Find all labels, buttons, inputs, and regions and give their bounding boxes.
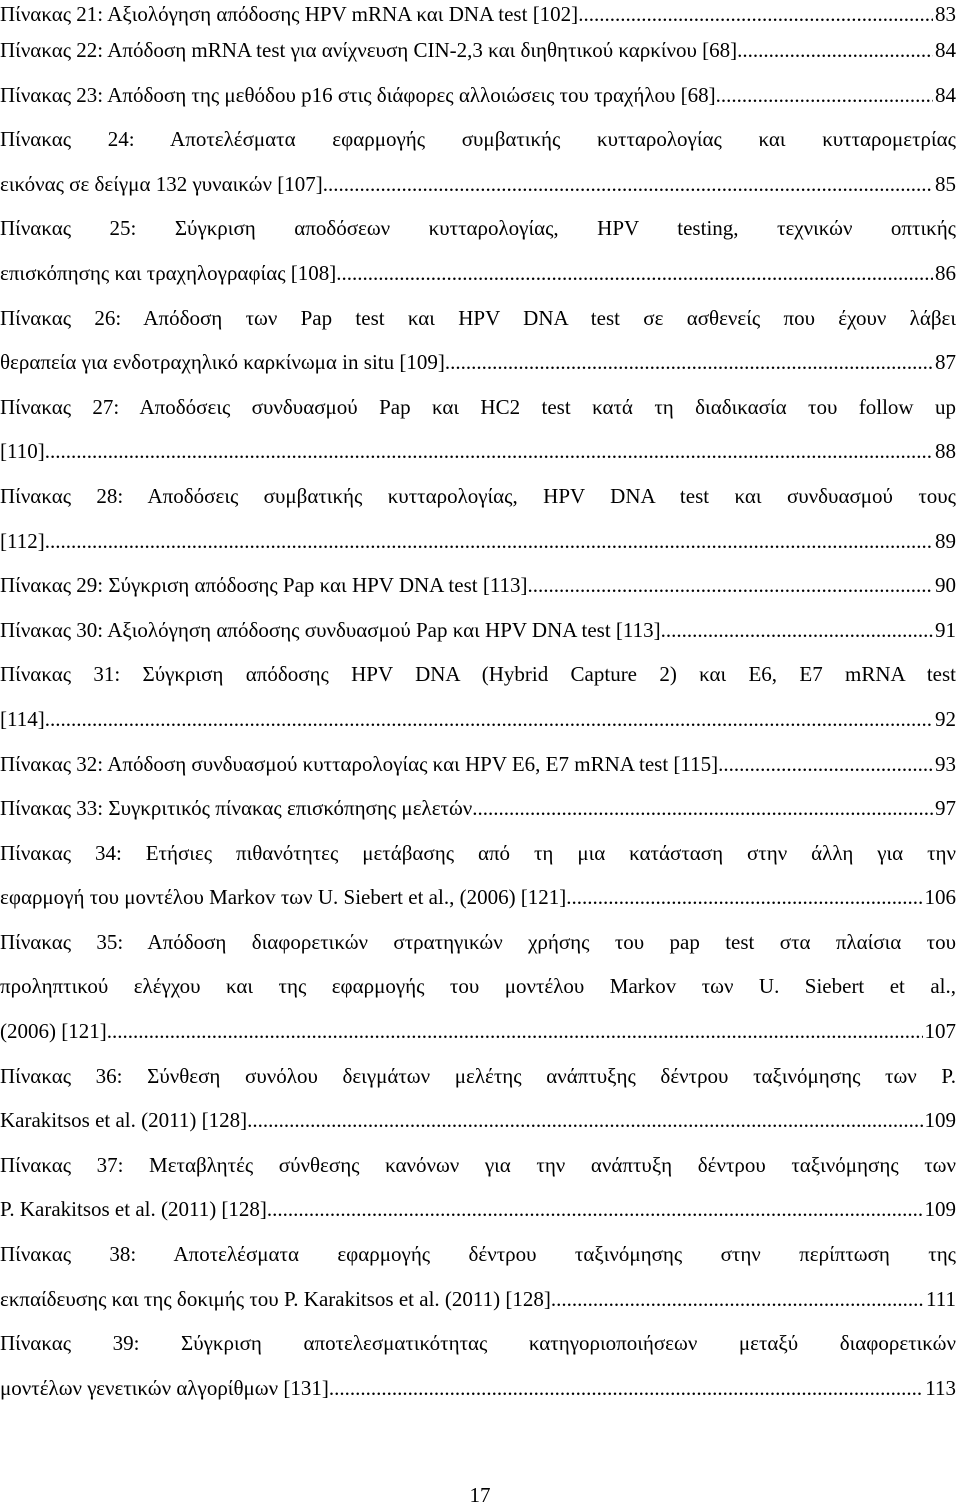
dot-leader xyxy=(566,875,922,920)
toc-entry-text: P. Karakitsos et al. (2011) [128] xyxy=(0,1197,267,1222)
toc-page-number: 109 xyxy=(924,1197,956,1222)
toc-entry-line[interactable] xyxy=(0,1277,956,1322)
dot-leader xyxy=(45,697,933,742)
toc-entry-text: Πίνακας 24: Αποτελέσματα εφαρμογής συμβατικής κυτταρολογίας και κυτταρομετρίας xyxy=(0,127,956,152)
toc-page-number: 83 xyxy=(935,2,956,26)
toc-page-number: 86 xyxy=(935,260,956,285)
toc-entry-text: εκπαίδευσης και της δοκιμής του P. Karakitsos et al. (2011) [128] xyxy=(0,1286,551,1311)
toc-entry-line[interactable] xyxy=(0,0,956,28)
toc-entry-text: [112] xyxy=(0,528,45,553)
toc-page-number: 89 xyxy=(935,528,956,553)
toc-entry-text: Karakitsos et al. (2011) [128] xyxy=(0,1108,248,1133)
toc-page-number: 92 xyxy=(935,706,956,731)
toc-entry-text: Πίνακας 29: Σύγκριση απόδοσης Pap και HPV DNA test [113] xyxy=(0,573,528,598)
toc-page-number: 113 xyxy=(925,1375,956,1400)
toc-page-number: 88 xyxy=(935,439,956,464)
dot-leader xyxy=(737,28,933,73)
toc-entry-line[interactable] xyxy=(0,429,956,474)
toc-entry-line[interactable] xyxy=(0,920,956,965)
toc-page-number: 109 xyxy=(924,1108,956,1133)
toc-entry-line[interactable] xyxy=(0,206,956,251)
toc-entry-line[interactable] xyxy=(0,652,956,697)
dot-leader xyxy=(716,73,933,118)
toc-entry-text: Πίνακας 28: Αποδόσεις συμβατικής κυτταρολογίας, HPV DNA test και συνδυασμού τους xyxy=(0,483,956,508)
toc-entry-text: Πίνακας 39: Σύγκριση αποτελεσματικότητας κατηγοριοποιήσεων μεταξύ διαφορετικών xyxy=(0,1331,956,1356)
toc-entry-line[interactable] xyxy=(0,831,956,876)
toc-entry-text: προληπτικού ελέγχου και της εφαρμογής του μοντέλου Markov των U. Siebert et al., xyxy=(0,974,956,999)
toc-entry-text: Πίνακας 26: Απόδοση των Pap test και HPV DNA test σε ασθενείς που έχουν λάβει xyxy=(0,305,956,330)
toc-entry-line[interactable] xyxy=(0,385,956,430)
toc-entry-line[interactable] xyxy=(0,296,956,341)
toc-page-number: 93 xyxy=(935,751,956,776)
toc-page-number: 106 xyxy=(924,885,956,910)
dot-leader xyxy=(45,429,933,474)
dot-leader xyxy=(323,162,933,207)
toc-entry-line[interactable] xyxy=(0,73,956,118)
toc-entry-line[interactable] xyxy=(0,786,956,831)
toc-entry-text: εφαρμογή του μοντέλου Markov των U. Siebert et al., (2006) [121] xyxy=(0,885,567,910)
toc-entry-line[interactable] xyxy=(0,742,956,787)
toc-entry-line[interactable] xyxy=(0,563,956,608)
dot-leader xyxy=(578,0,933,28)
toc-entry-line[interactable] xyxy=(0,1187,956,1232)
toc-entry-text: [110] xyxy=(0,439,45,464)
toc-entry-text: Πίνακας 21: Αξιολόγηση απόδοσης HPV mRNA και DNA test [102] xyxy=(0,2,579,26)
toc-page-number: 87 xyxy=(935,350,956,375)
toc-entry-text: [114] xyxy=(0,706,45,731)
toc-page-number: 90 xyxy=(935,573,956,598)
toc-entry-line[interactable] xyxy=(0,117,956,162)
toc-entry-line[interactable] xyxy=(0,340,956,385)
toc-entry-text: Πίνακας 22: Απόδοση mRNA test για ανίχνευση CIN-2,3 και διηθητικού καρκίνου [68] xyxy=(0,38,738,62)
toc-page-number: 111 xyxy=(926,1286,956,1311)
dot-leader xyxy=(45,519,933,564)
dot-leader xyxy=(336,251,933,296)
toc-entry-line[interactable] xyxy=(0,1098,956,1143)
toc-entry-text: Πίνακας 36: Σύνθεση συνόλου δειγμάτων μελέτης ανάπτυξης δέντρου ταξινόμησης των P. xyxy=(0,1063,956,1088)
toc-entry-text: Πίνακας 25: Σύγκριση αποδόσεων κυτταρολογίας, HPV testing, τεχνικών οπτικής xyxy=(0,216,956,241)
toc-entry-text: Πίνακας 37: Μεταβλητές σύνθεσης κανόνων για την ανάπτυξη δέντρου ταξινόμησης των xyxy=(0,1152,956,1177)
toc-entry-text: επισκόπησης και τραχηλογραφίας [108] xyxy=(0,260,337,285)
toc-entry-line[interactable] xyxy=(0,1366,956,1411)
toc-page-number: 91 xyxy=(935,617,956,642)
toc-entry-line[interactable] xyxy=(0,474,956,519)
page-number: 17 xyxy=(469,1483,491,1507)
toc-entry-text: εικόνας σε δείγμα 132 γυναικών [107] xyxy=(0,171,323,196)
toc-entry-line[interactable] xyxy=(0,251,956,296)
dot-leader xyxy=(551,1277,924,1322)
toc-entry-text: Πίνακας 27: Αποδόσεις συνδυασμού Pap και HC2 test κατά τη διαδικασία του follow up xyxy=(0,394,956,419)
toc-page-number: 84 xyxy=(935,82,956,107)
dot-leader xyxy=(267,1187,923,1232)
toc-page-number: 85 xyxy=(935,171,956,196)
toc-entry-line[interactable] xyxy=(0,1321,956,1366)
toc-entry-line[interactable] xyxy=(0,28,956,73)
dot-leader xyxy=(718,742,933,787)
toc-entry-line[interactable] xyxy=(0,964,956,1009)
toc-entry-text: Πίνακας 34: Ετήσιες πιθανότητες μετάβασης από τη μια κατάσταση στην άλλη για την xyxy=(0,840,956,865)
toc-entry-line[interactable] xyxy=(0,1143,956,1188)
toc-entry-text: Πίνακας 35: Απόδοση διαφορετικών στρατηγικών χρήσης του pap test στα πλαίσια του xyxy=(0,929,956,954)
toc-entry-line[interactable] xyxy=(0,162,956,207)
toc-entry-line[interactable] xyxy=(0,608,956,653)
toc-entry-line[interactable] xyxy=(0,519,956,564)
dot-leader xyxy=(445,340,933,385)
toc-page-number: 84 xyxy=(935,38,956,62)
dot-leader xyxy=(107,1009,923,1054)
dot-leader xyxy=(528,563,933,608)
toc-page-number: 107 xyxy=(924,1019,956,1044)
toc-entry-text: Πίνακας 23: Απόδοση της μεθόδου p16 στις διάφορες αλλοιώσεις του τραχήλου [68] xyxy=(0,82,716,107)
toc-entry-text: Πίνακας 38: Αποτελέσματα εφαρμογής δέντρου ταξινόμησης στην περίπτωση της xyxy=(0,1242,956,1267)
dot-leader xyxy=(329,1366,923,1411)
toc-entry-text: (2006) [121] xyxy=(0,1019,107,1044)
toc-entry-line[interactable] xyxy=(0,1232,956,1277)
dot-leader xyxy=(661,608,933,653)
toc-entry-text: Πίνακας 30: Αξιολόγηση απόδοσης συνδυασμού Pap και HPV DNA test [113] xyxy=(0,617,661,642)
toc-entry-text: μοντέλων γενετικών αλγορίθμων [131] xyxy=(0,1375,329,1400)
toc-entry-text: θεραπεία για ενδοτραχηλικό καρκίνωμα in situ [109] xyxy=(0,350,445,375)
toc-entry-line[interactable] xyxy=(0,875,956,920)
dot-leader xyxy=(247,1098,922,1143)
toc-entry-line[interactable] xyxy=(0,697,956,742)
dot-leader xyxy=(472,786,933,831)
toc-page-number: 97 xyxy=(935,796,956,821)
toc-entry-text: Πίνακας 31: Σύγκριση απόδοσης HPV DNA (Hybrid Capture 2) και E6, E7 mRNA test xyxy=(0,662,956,687)
toc-entry-text: Πίνακας 32: Απόδοση συνδυασμού κυτταρολογίας και HPV E6, E7 mRNA test [115] xyxy=(0,751,719,776)
toc-entry-line[interactable] xyxy=(0,1009,956,1054)
toc-entry-line[interactable] xyxy=(0,1054,956,1099)
toc-entry-text: Πίνακας 33: Συγκριτικός πίνακας επισκόπησης μελετών xyxy=(0,796,473,821)
